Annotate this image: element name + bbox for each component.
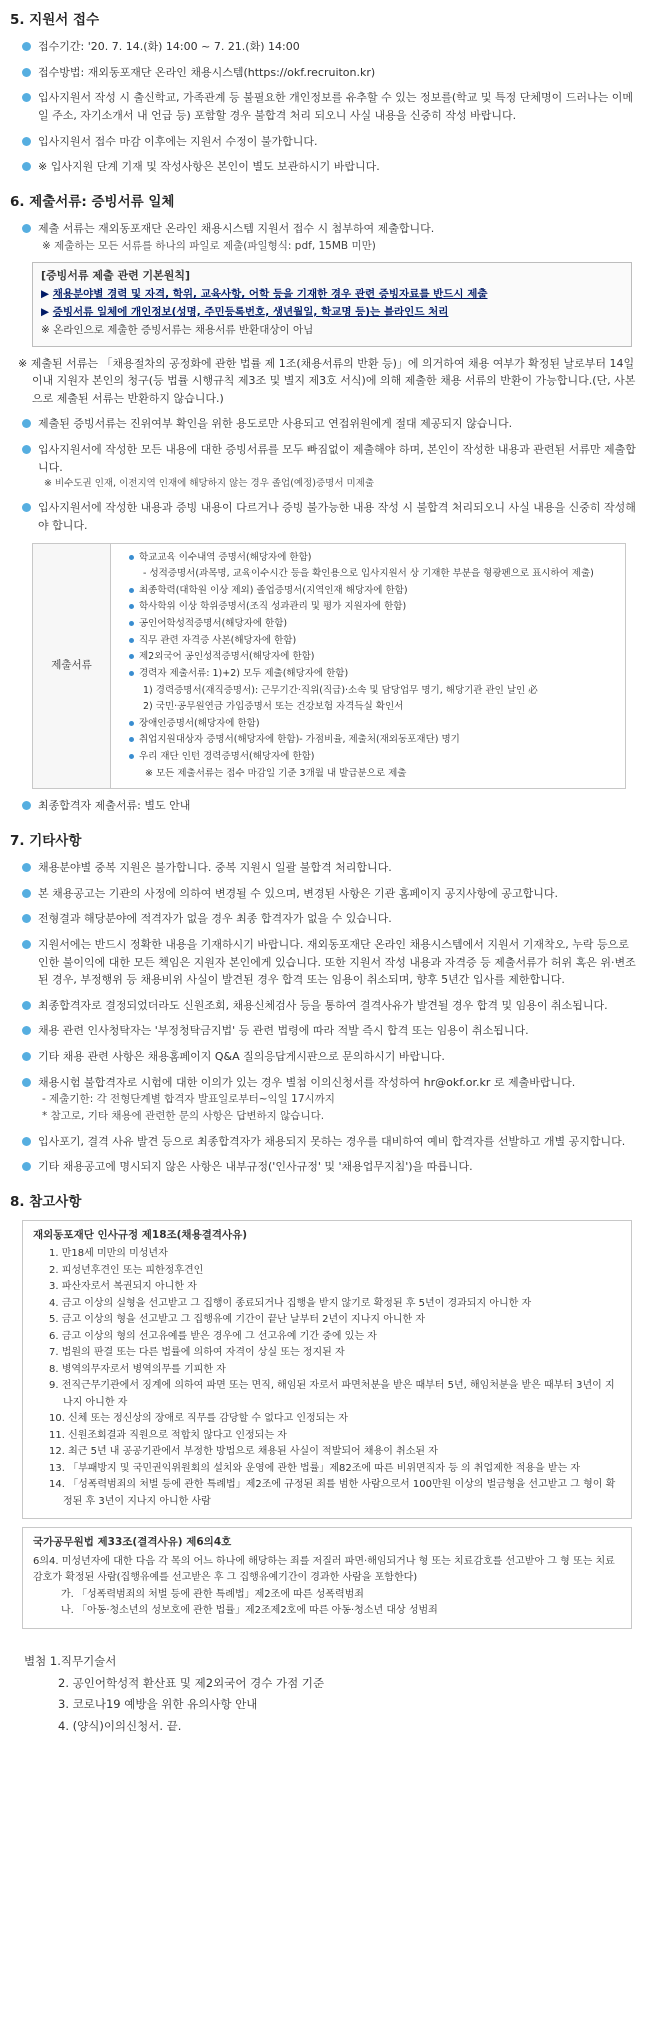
list-item: 입사지원서에 작성한 모든 내용에 대한 증빙서류를 모두 빠짐없이 제출해야 하며, 본인이 작성한 내용과 관련된 서류만 제출합니다. ※ 비수도권 인재, 이전지역 인재에 해당하지 않는 경우 졸업(예정)증명서 미제출 [16,441,638,491]
document-item: 공인어학성적증명서(해당자에 한함) [129,616,619,633]
list-item: 제출 서류는 재외동포재단 온라인 채용시스템 지원서 접수 시 첨부하여 제출합니다. ※ 제출하는 모든 서류를 하나의 파일로 제출(파일형식: pdf, 15MB 미만) [16,220,638,254]
list-item: 기타 채용 관련 사항은 채용홈페이지 Q&A 질의응답게시판으로 문의하시기 바랍니다. [16,1048,638,1066]
list-item: 기타 채용공고에 명시되지 않은 사항은 내부규정('인사규정' 및 '채용업무지침')을 따릅니다. [16,1158,638,1176]
list-item: 채용 관련 인사청탁자는 '부정청탁금지법' 등 관련 법령에 따라 적발 즉시 합격 또는 임용이 취소됩니다. [16,1022,638,1040]
list-item: 입사지원서에 작성한 내용과 증빙 내용이 다르거나 증빙 불가능한 내용 작성 시 불합격 처리되오니 사실 내용을 신중히 작성해야 합니다. [16,499,638,534]
document-item: 우리 재단 인턴 경력증명서(해당자에 한함) [129,749,619,766]
document-subitem: 2) 국민·공무원연금 가입증명서 또는 건강보험 자격득실 확인서 [143,701,404,713]
bullet-icon [22,162,31,171]
list-item: ※ 입사지원 단계 기재 및 작성사항은 본인이 별도 보관하시기 바랍니다. [16,158,638,176]
attachment-item[interactable]: 4. (양식)이의신청서. 끝. [58,1719,182,1734]
inquiry-note: * 참고로, 기타 채용에 관련한 문의 사항은 답변하지 않습니다. [42,1109,325,1122]
principle-note: ※ 온라인으로 제출한 증빙서류는 채용서류 반환대상이 아님 [41,323,314,336]
disqualification-item: 12. 최근 5년 내 공공기관에서 부정한 방법으로 채용된 사실이 적발되어 채용이 취소된 자 [49,1446,438,1458]
section-title: 7. 기타사항 [10,832,82,849]
document-item: 학사학위 이상 학위증명서(조직 성과관리 및 평가 지원자에 한함) [129,599,619,616]
refbox-title: 국가공무원법 제33조(결격사유) 제6의4호 [33,1536,232,1549]
attachment-item[interactable]: 별첨 1.직무기술서 [24,1653,117,1668]
document-item: 최종학력(대학원 이상 제외) 졸업증명서(지역인재 해당자에 한함) [129,583,619,600]
table-row [33,543,626,789]
principle-line: ▶ 증빙서류 일체에 개인정보(성명, 주민등록번호, 생년월일, 학교명 등)는 블라인드 처리 [41,305,449,318]
disqualification-item: 13. 「부패방지 및 국민권익위원회의 설치와 운영에 관한 법률」제82조에 따른 비위면직자 등 의 취업제한 적용을 받는 자 [49,1462,581,1474]
section-reference [10,1188,638,1629]
civil-service-law-box [22,1527,632,1628]
bullet-icon [22,224,31,233]
law-subitem: 나. 「아동·청소년의 성보호에 관한 법률」제2조제2호에 따른 아동·청소년 대상 성범죄 [61,1605,438,1617]
section-title: 5. 지원서 접수 [10,12,100,28]
bullet-icon [22,1026,31,1035]
bullet-icon [22,93,31,102]
bullet-icon [129,671,134,676]
personnel-rule-box [22,1220,632,1519]
list-item: 최종합격자로 결정되었더라도 신원조회, 채용신체검사 등을 통하여 결격사유가 발견될 경우 합격 및 임용이 취소됩니다. [16,997,638,1015]
bullet-icon [129,621,134,626]
bullet-icon [129,638,134,643]
section-misc [10,827,638,1176]
attachments-list [24,1651,638,1738]
law-text: 6의4. 미성년자에 대한 다음 각 목의 어느 하나에 해당하는 죄를 저질러 파면·해임되거나 형 또는 치료감호를 선고받아 그 형 또는 치료감호가 확정된 사람(집행유예를 선고받은 후 그 집행유예기간이 경과한 사람을 포함한다) [33,1555,615,1584]
bullet-icon [22,68,31,77]
attachment-item[interactable]: 3. 코로나19 예방을 위한 유의사항 안내 [58,1697,258,1712]
deadline-note: - 제출기한: 각 전형단계별 합격자 발표일로부터~익일 17시까지 [42,1093,335,1106]
graduation-note: ※ 비수도권 인재, 이전지역 인재에 해당하지 않는 경우 졸업(예정)증명서 미제출 [44,478,375,490]
list-item: 전형결과 해당분야에 적격자가 없을 경우 최종 합격자가 없을 수 있습니다. [16,910,638,928]
disqualification-item: 9. 전직근무기관에서 징계에 의하여 파면 또는 면직, 해임된 자로서 파면처분을 받은 때부터 5년, 해임처분을 받은 때부터 3년이 지나지 아니한 자 [49,1380,615,1408]
bullet-icon [22,914,31,923]
principle-title: [증빙서류 제출 관련 기본원칙] [41,269,191,283]
bullet-icon [22,503,31,512]
table-content-cell [111,543,626,789]
law-subitem: 가. 「성폭력범죄의 처벌 등에 관한 특례법」제2조에 따른 성폭력범죄 [61,1588,364,1600]
section-application [10,6,638,176]
document-item: 학교교육 이수내역 증명서(해당자에 한함) [129,550,619,567]
list-item: 입사포기, 결격 사유 발견 등으로 최종합격자가 채용되지 못하는 경우를 대비하여 예비 합격자를 선발하고 개별 공지합니다. [16,1133,638,1151]
attachment-item[interactable]: 2. 공인어학성적 환산표 및 제2외국어 경수 가점 기준 [58,1675,325,1690]
bullet-icon [129,654,134,659]
disqualification-item: 11. 신원조회결과 직원으로 적합치 않다고 인정되는 자 [49,1429,287,1441]
section-title: 8. 참고사항 [10,1193,82,1210]
list-item: 본 채용공고는 기관의 사정에 의하여 변경될 수 있으며, 변경된 사항은 기관 홈페이지 공지사항에 공고합니다. [16,885,638,903]
disqualification-item: 5. 금고 이상의 형을 선고받고 그 집행유예 기간이 끝난 날부터 2년이 지나지 아니한 자 [49,1314,426,1326]
table-label-cell: 제출서류 [33,543,111,789]
list-item: 최종합격자 제출서류: 별도 안내 [16,797,638,815]
document-item: 제2외국어 공인성적증명서(해당자에 한함) [129,649,619,666]
bullet-icon [22,1078,31,1087]
disqualification-item: 6. 금고 이상의 형의 선고유예를 받은 경우에 그 선고유예 기간 중에 있는 자 [49,1330,377,1342]
list-item: 입사지원서 작성 시 출신학교, 가족관계 등 불필요한 개인정보를 유추할 수 있는 정보를(학교 및 특정 단체명이 드러나는 이메일 주소, 자기소개서 내 언급 등) 포함할 경우 불합격 처리 되오니 사실 내용을 신중히 작성 바랍니다. [16,89,638,124]
list-item: 접수방법: 재외동포재단 온라인 채용시스템(https://okf.recruiton.kr) [16,64,638,82]
disqualification-item: 3. 파산자로서 복권되지 아니한 자 [49,1281,197,1293]
list-item: 채용시험 불합격자로 시험에 대한 이의가 있는 경우 별첨 이의신청서를 작성하여 hr@okf.or.kr 로 제출바랍니다. - 제출기한: 각 전형단계별 합격자 발표일로부터~익일 17시까지 * 참고로, 기타 채용에 관련한 문의 사항은 답변하지 않습니다. [16,1074,638,1125]
bullet-icon [129,604,134,609]
bullet-icon [22,801,31,810]
bullet-icon [22,1137,31,1146]
return-policy-note: ※ 제출된 서류는 「채용절차의 공정화에 관한 법률 제 1조(채용서류의 반환 등)」에 의거하여 채용 여부가 확정된 날로부터 14일 이내 지원자 본인의 청구(등 법률 시행규칙 제3조 및 별지 제3호 서식)에 의해 제출한 채용 서류의 반환이 가능합니다.(단, 사본으로 제출된 서류는 반환하지 않습니다.) [18,356,636,405]
bullet-icon [22,419,31,428]
bullet-icon [129,754,134,759]
document-item: 취업지원대상자 증명서(해당자에 한함)- 가점비율, 제출처(재외동포재단) 명기 [129,732,619,749]
list-item: 제출된 증빙서류는 진위여부 확인을 위한 용도로만 사용되고 연접위원에게 절대 제공되지 않습니다. [16,415,638,433]
bullet-icon [129,737,134,742]
bullet-icon [22,42,31,51]
bullet-list [10,797,638,815]
bullet-icon [129,555,134,560]
document-item: 장애인증명서(해당자에 한함) [129,716,619,733]
bullet-list [10,38,638,176]
required-documents-table [32,543,626,790]
bullet-list [10,415,638,534]
bullet-list [10,859,638,1176]
bullet-icon [129,588,134,593]
bullet-list [10,220,638,254]
disqualification-item: 7. 법원의 판결 또는 다른 법률에 의하여 자격이 상실 또는 정지된 자 [49,1347,345,1359]
disqualification-item: 4. 금고 이상의 실형을 선고받고 그 집행이 종료되거나 집행을 받지 않기로 확정된 후 5년이 경과되지 아니한 자 [49,1297,532,1309]
section-title: 6. 제출서류: 증빙서류 일체 [10,193,175,210]
disqualification-item: 10. 신체 또는 정신상의 장애로 직무를 감당할 수 없다고 인정되는 자 [49,1413,348,1425]
bullet-icon [129,721,134,726]
bullet-icon [22,1001,31,1010]
disqualification-item: 1. 만18세 미만의 미성년자 [49,1248,168,1260]
bullet-icon [22,445,31,454]
principle-line: ▶ 채용분야별 경력 및 자격, 학위, 교육사항, 어학 등을 기재한 경우 관련 증빙자료를 반드시 제출 [41,288,488,301]
list-item: 접수기간: '20. 7. 14.(화) 14:00 ~ 7. 21.(화) 14:00 [16,38,638,56]
bullet-icon [22,889,31,898]
file-format-note: ※ 제출하는 모든 서류를 하나의 파일로 제출(파일형식: pdf, 15MB 미만) [42,239,376,252]
bullet-icon [22,137,31,146]
disqualification-item: 2. 피성년후견인 또는 피한정후견인 [49,1264,204,1276]
principle-box [32,262,632,346]
document-subitem: 1) 경력증명서(재직증명서): 근무기간·직위(직급)·소속 및 담당업무 명기, 해당기관 관인 날인 必 [143,684,538,696]
refbox-title: 재외동포재단 인사규정 제18조(채용결격사유) [33,1229,248,1242]
document-note: ※ 모든 제출서류는 접수 마감일 기준 3개월 내 발급분으로 제출 [145,767,407,779]
list-item: 채용분야별 중복 지원은 불가합니다. 중복 지원시 일괄 불합격 처리합니다. [16,859,638,877]
bullet-icon [22,1052,31,1061]
document-item: 직무 관련 자격증 사본(해당자에 한함) [129,633,619,650]
document-subitem: - 성적증명서(과목명, 교육이수시간 등을 확인용으로 입사지원서 상 기재한 부분을 형광펜으로 표시하여 제출) [143,568,594,580]
disqualification-item: 14. 「성폭력범죄의 처벌 등에 관한 특례법」제2조에 규정된 죄를 범한 사람으로서 100만원 이상의 벌금형을 선고받고 그 형이 확정된 후 3년이 지나지 아니한 사람 [49,1479,616,1507]
bullet-icon [22,1162,31,1171]
list-item: 지원서에는 반드시 정확한 내용을 기재하시기 바랍니다. 재외동포재단 온라인 채용시스템에서 지원서 기재착오, 누락 등으로 인한 불이익에 대한 모든 책임은 지원자 본인에게 있습니다. 또한 지원서 작성 내용과 자격증 등 제출서류가 허위 혹은 위·변조된 경우, 부정행위 등 채용비위 사실이 발견된 경우 합격 또는 임용이 취소되며, 향후 5년간 입사를 제한합니다. [16,936,638,989]
bullet-icon [22,863,31,872]
disqualification-item: 8. 병역의무자로서 병역의무를 기피한 자 [49,1363,226,1375]
section-documents [10,188,638,815]
document-item: 경력자 제출서류: 1)+2) 모두 제출(해당자에 한함) [129,666,619,683]
list-item: 입사지원서 접수 마감 이후에는 지원서 수정이 불가합니다. [16,133,638,151]
bullet-icon [22,940,31,949]
